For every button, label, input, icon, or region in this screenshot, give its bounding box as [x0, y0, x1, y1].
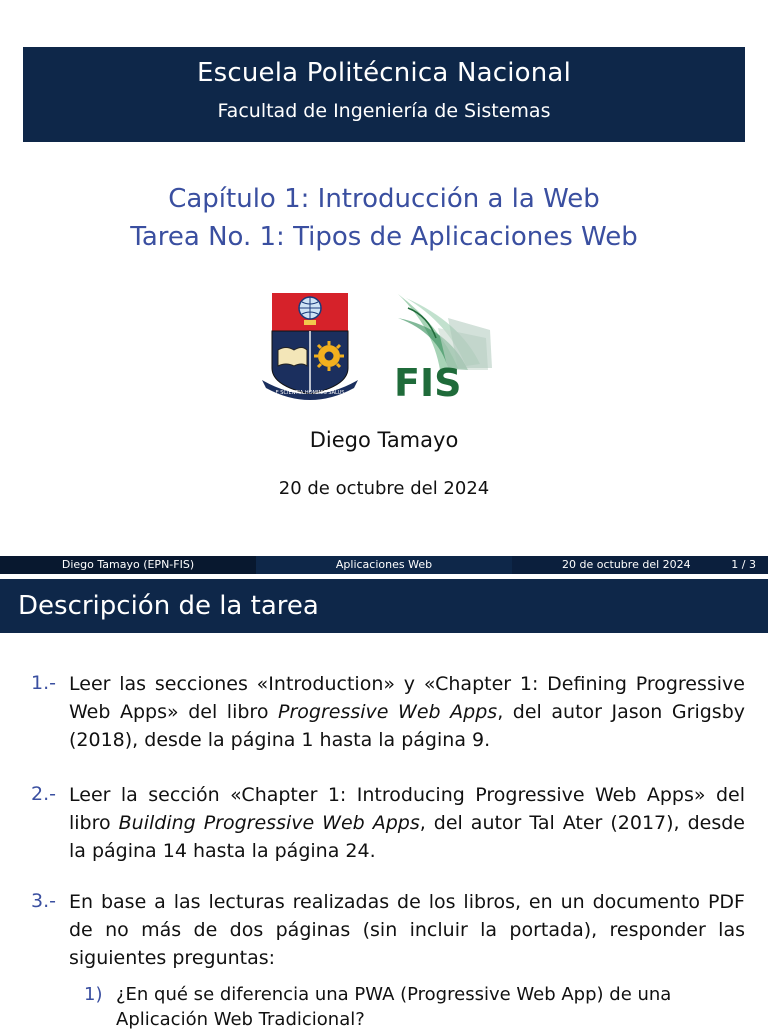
- chapter-title: Capítulo 1: Introducción a la Web: [168, 184, 600, 214]
- frame-title-bar: [0, 579, 768, 633]
- institution-name: Escuela Politécnica Nacional: [197, 58, 571, 88]
- footer-page-number: 1 / 3: [731, 558, 756, 571]
- sub-item-text: ¿En qué se diferencia una PWA (Progressive Web App) de una Aplicación Web Tradicional?: [116, 984, 672, 1030]
- item-number: 3.-: [31, 890, 56, 912]
- item-number: 2.-: [31, 783, 56, 805]
- footer-right: [512, 556, 768, 574]
- item-text: En base a las lecturas realizadas de los libros, en un documento PDF de no más de dos páginas (sin incluir la portada), responder las siguientes preguntas:: [69, 891, 745, 969]
- institution-banner: [23, 47, 745, 142]
- author-name: Diego Tamayo: [309, 428, 459, 452]
- fis-text: FIS: [394, 361, 462, 403]
- item-text: Leer la sección «Chapter 1: Introducing Progressive Web Apps» del libro Building Progressive Web Apps, del autor Tal Ater (2017), desde la página 14 hasta la página 24.: [69, 784, 745, 862]
- assignment-title: Tarea No. 1: Tipos de Aplicaciones Web: [130, 222, 638, 252]
- slide-footer: [0, 556, 768, 574]
- footer-course: Aplicaciones Web: [256, 556, 512, 574]
- fis-logo: [378, 288, 508, 403]
- presentation-date: 20 de octubre del 2024: [278, 478, 490, 499]
- logos: [260, 288, 510, 403]
- sub-item-number: 1): [84, 984, 103, 1005]
- book-title: Progressive Web Apps: [278, 701, 498, 723]
- epn-logo: [260, 288, 360, 403]
- item-text: Leer las secciones «Introduction» y «Chapter 1: Defining Progressive Web Apps» del libro Progressive Web Apps, del autor Jason Grigsby (2018), desde la página 1 hasta la página 9.: [69, 673, 745, 751]
- item-number: 1.-: [31, 672, 56, 694]
- frame-title: Descripción de la tarea: [18, 591, 319, 621]
- book-title: Building Progressive Web Apps: [118, 812, 420, 834]
- epn-motto: E SCIENTIA HOMINIS SALUS: [275, 390, 345, 396]
- footer-date: 20 de octubre del 2024: [562, 558, 691, 571]
- footer-author: Diego Tamayo (EPN-FIS): [0, 556, 256, 574]
- faculty-name: Facultad de Ingeniería de Sistemas: [217, 100, 551, 122]
